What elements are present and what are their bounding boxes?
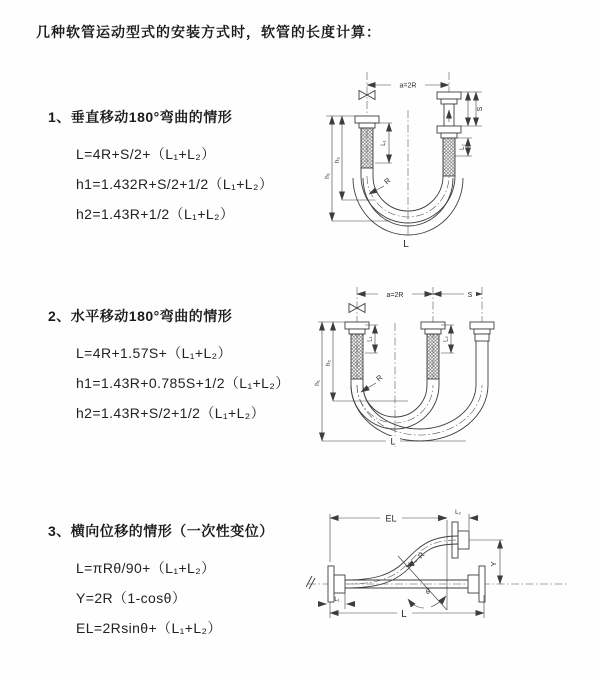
formula: h2=1.43R+1/2（L₁+L₂） — [76, 206, 235, 222]
formula: L=πRθ/90+（L₁+L₂） — [76, 560, 216, 576]
flange — [355, 116, 379, 123]
formula: h1=1.432R+S/2+1/2（L₁+L₂） — [76, 176, 274, 192]
formula: EL=2Rsinθ+（L₁+L₂） — [76, 620, 222, 636]
braided-hose-section — [443, 138, 455, 176]
braided-hose-section — [351, 334, 363, 379]
dim-l2-label: L₂ — [455, 510, 461, 516]
dim-el-label: EL — [385, 513, 397, 524]
length-label: L — [403, 239, 409, 250]
hose-curve-centerline — [345, 540, 458, 584]
dim-l1-label: L₁ — [381, 140, 387, 146]
angle-label: θ — [426, 589, 430, 596]
formula: Y=2R（1-cosθ） — [76, 590, 187, 606]
diagram-vertical-180-bend — [312, 64, 584, 256]
section-2 — [48, 306, 290, 428]
section-2-heading: 2、水平移动180°弯曲的情形 — [48, 308, 233, 324]
angle-arc-right — [431, 596, 446, 607]
braided-hose-section — [361, 128, 373, 168]
section-1-heading: 1、垂直移动180°弯曲的情形 — [48, 109, 233, 125]
flange — [421, 322, 445, 329]
hose-arc-outer-pos2 — [351, 385, 488, 441]
formula: h1=1.43R+0.785S+1/2（L₁+L₂） — [76, 375, 290, 391]
section-3-formulas — [48, 553, 274, 643]
dim-h2-label: h₂ — [325, 359, 332, 367]
flange-hub — [441, 133, 457, 138]
radius-leader — [369, 186, 384, 194]
section-3 — [48, 521, 274, 643]
flange-hub — [425, 329, 441, 334]
section-1 — [48, 107, 273, 229]
flange-hub — [349, 329, 365, 334]
dim-h1-label: h₁ — [324, 173, 331, 179]
flange-hub — [468, 575, 479, 593]
dim-y-label: Y — [489, 561, 498, 567]
flange-hub — [359, 123, 375, 128]
hose-curve-top-wall — [345, 536, 458, 580]
dim-l1-label: L₁ — [334, 597, 340, 603]
hose-wall — [427, 379, 439, 385]
formula: L=4R+1.57S+（L₁+L₂） — [76, 345, 232, 361]
hose-arc-centerline-pos2 — [357, 385, 482, 435]
flange — [437, 126, 461, 133]
dim-h2-label: h₂ — [334, 156, 341, 164]
hose-wall — [351, 379, 363, 385]
hose-wall — [361, 168, 373, 176]
dim-s-label: S — [467, 292, 473, 299]
section-2-formulas — [48, 338, 290, 428]
flange-hub — [334, 575, 345, 593]
dim-a2r-label: a=2R — [399, 82, 417, 90]
hose-curve-bottom-wall — [345, 544, 458, 588]
flange-hub — [474, 329, 490, 334]
dim-l1-label: L₁ — [367, 336, 374, 342]
radius-leader — [406, 561, 417, 567]
section-3-heading: 3、横向位移的情形（一次性变位） — [48, 523, 274, 539]
radius-label: R — [415, 550, 427, 561]
dim-l-label: L — [401, 609, 407, 620]
angle-arc-left — [408, 599, 424, 608]
formula: h2=1.43R+S/2+1/2（L₁+L₂） — [76, 405, 266, 421]
section-1-formulas — [48, 139, 273, 229]
diagram-lateral-displacement — [300, 500, 600, 650]
dim-a2r-label: a=2R — [386, 292, 404, 299]
fitting — [475, 334, 489, 341]
flange — [470, 322, 494, 329]
flange-plate — [328, 566, 334, 602]
radius-label: R — [374, 372, 385, 384]
hose-arc-inner-pos2 — [363, 385, 476, 429]
length-label: L — [390, 436, 396, 447]
diagram-horizontal-180-bend — [308, 281, 596, 465]
dim-h1-label: h₁ — [314, 380, 321, 386]
dim-l2-label: L₂ — [443, 336, 450, 342]
centerline-break-mark — [306, 576, 315, 589]
formula: L=4R+S/2+（L₁+L₂） — [76, 146, 216, 162]
flange — [345, 322, 369, 329]
flange — [437, 92, 461, 99]
flange-hub — [441, 99, 457, 104]
dim-l2-label: L₂ — [460, 144, 466, 150]
radius-label: R — [382, 175, 393, 187]
dim-s-label: S — [477, 106, 484, 112]
hose-wall — [476, 341, 488, 385]
flange-hub-displaced — [458, 531, 469, 549]
page-title: 几种软管运动型式的安装方式时，软管的长度计算： — [36, 24, 381, 40]
braided-hose-section — [427, 334, 439, 379]
